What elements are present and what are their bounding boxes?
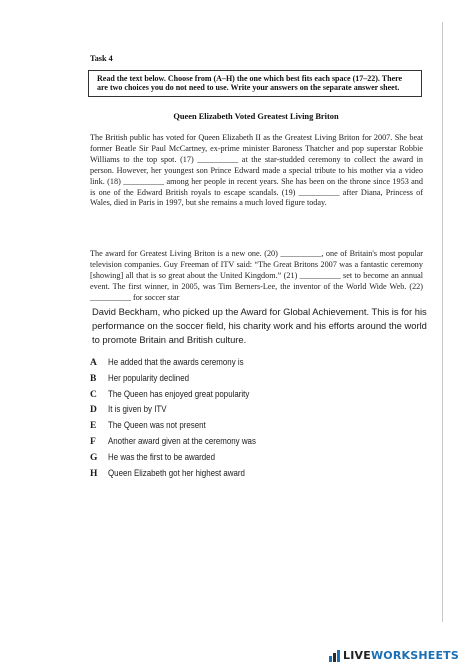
instructions-box: Read the text below. Choose from (A–H) the one which best fits each space (17–22). There are two choices you do not need to use. Write your answers on the separate answer sheet. — [88, 70, 422, 97]
logo-text-worksheets: WORKSHEETS — [370, 648, 459, 662]
option-letter: A — [90, 358, 97, 368]
article-paragraph-2: The award for Greatest Living Briton is a new one. (20) __________, one of Britain's most popular television companies. Guy Freeman of ITV said: “The Great Britons 2007 was a fantastic ceremony [showing] all that is so great about the United Kingdom.” (21) __________ set to become an annual event. The first winner, in 2005, was Tim Berners-Lee, the inventor of the World Wide Web. (22) __________ for soccer star — [90, 249, 423, 302]
option-item — [90, 404, 420, 420]
option-item — [90, 436, 420, 452]
option-letter: F — [90, 436, 96, 447]
article-paragraph-3: David Beckham, who picked up the Award for Global Achievement. This is for his performance on the soccer field, his charity work and his efforts around the world to promote Britain and British culture. — [92, 306, 427, 345]
option-letter: G — [90, 452, 98, 463]
option-text: It is given by ITV — [108, 404, 167, 415]
option-letter: E — [90, 421, 97, 432]
liveworksheets-logo-icon — [329, 649, 340, 661]
logo-text-live: LIVE — [343, 648, 371, 662]
option-letter: B — [90, 373, 97, 384]
option-text: Her popularity declined — [108, 372, 190, 383]
option-item — [90, 452, 420, 468]
answer-options — [90, 357, 420, 483]
option-text: The Queen was not present — [108, 420, 206, 431]
option-text: He was the first to be awarded — [108, 451, 215, 462]
liveworksheets-logo[interactable] — [329, 648, 459, 662]
option-text: Queen Elizabeth got her highest award — [108, 467, 245, 478]
article-paragraph-1: The British public has voted for Queen Elizabeth II as the Greatest Living Briton for 2007. She beat former Beatle Sir Paul McCartney, ex-prime minister Baroness Thatcher and pop superstar Robbie Williams to the top spot. (17) __________ at the star-studded ceremony to collect the award in person. However, her youngest son Prince Edward made a special tribute to his mother via a video link. (18) __________ among her people in recent years. She has been on the throne since 1953 and is one of the Edward British royals to escape scandals. (19) __________ after Diana, Princess of Wales, died in Paris in 1997, but she remains a much loved figure today. — [90, 133, 423, 208]
option-item — [90, 357, 420, 373]
page-edge-divider — [442, 22, 443, 622]
option-item — [90, 389, 420, 405]
option-text: The Queen has enjoyed great popularity — [108, 388, 250, 399]
option-item — [90, 468, 420, 484]
task-label: Task 4 — [90, 54, 113, 63]
option-letter: D — [90, 405, 97, 416]
option-letter: H — [90, 468, 98, 479]
option-item — [90, 373, 420, 389]
article-title: Queen Elizabeth Voted Greatest Living Briton — [173, 112, 339, 121]
option-text: He added that the awards ceremony is — [108, 357, 244, 367]
option-item — [90, 420, 420, 436]
logo-wordmark — [343, 649, 459, 662]
option-letter: C — [90, 389, 97, 400]
option-text: Another award given at the ceremony was — [108, 435, 256, 446]
